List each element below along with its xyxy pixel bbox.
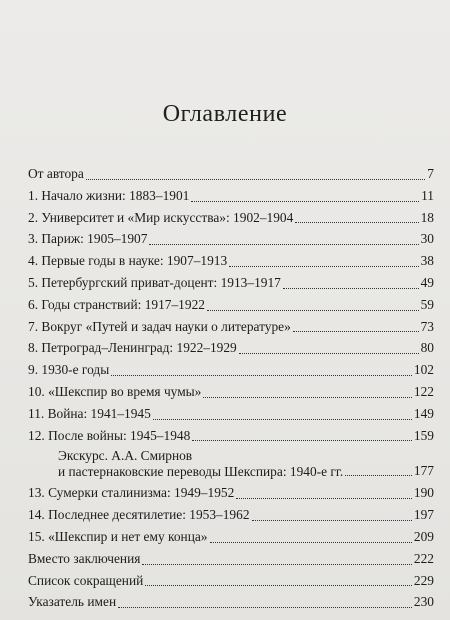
toc-entry-label: Список сокращений (28, 572, 144, 588)
toc-entry-label: От автора (28, 166, 84, 181)
toc-entry-name-index (28, 591, 434, 613)
toc-entry-excursus (28, 446, 434, 482)
dot-leader (293, 331, 419, 332)
dot-leader (236, 498, 412, 499)
toc-entry-5 (28, 272, 434, 294)
dot-leader (192, 440, 412, 441)
toc-entry-page: 209 (413, 528, 434, 544)
dot-leader (229, 266, 418, 267)
toc-entry-label: 2. Университет и «Мир искусства»: 1902–1904 (28, 209, 294, 225)
toc-entry-12 (28, 425, 434, 447)
toc-entry-label: Указатель имен (28, 594, 117, 610)
toc-entry-label: 11. Война: 1941–1945 (28, 405, 151, 421)
toc-entry-page: 229 (413, 572, 434, 588)
dot-leader (118, 607, 412, 608)
toc-entry-label: 3. Париж: 1905–1907 (28, 231, 148, 247)
toc-entry-10 (28, 381, 434, 403)
dot-leader (252, 520, 412, 521)
dot-leader (145, 585, 412, 586)
dot-leader (153, 419, 412, 420)
dot-leader (111, 375, 412, 376)
toc-entry-label: 5. Петербургский приват-доцент: 1913–1917 (28, 274, 281, 290)
dot-leader (295, 222, 418, 223)
toc-entry-page: 159 (413, 427, 434, 443)
toc-entry-label: Вместо заключения (28, 550, 141, 566)
toc-entry-9 (28, 359, 434, 381)
dot-leader (86, 179, 425, 180)
toc-entry-page: 49 (420, 274, 434, 290)
toc-entry-from-author (28, 163, 434, 185)
toc-entry-page: 197 (413, 507, 434, 523)
toc-entry-page: 73 (420, 318, 434, 334)
dot-leader (142, 564, 411, 565)
table-of-contents (28, 163, 434, 613)
toc-entry-page: 190 (413, 485, 434, 501)
toc-entry-6 (28, 294, 434, 316)
toc-entry-conclusion (28, 548, 434, 570)
dot-leader (207, 310, 419, 311)
toc-entry-page: 222 (413, 550, 434, 566)
dot-leader (283, 288, 419, 289)
toc-entry-4 (28, 250, 434, 272)
dot-leader (203, 397, 412, 398)
dot-leader (239, 353, 419, 354)
toc-entry-page: 11 (421, 187, 434, 203)
toc-entry-page: 18 (420, 209, 434, 225)
toc-entry-label-line1: Экскурс. А.А. Смирнов (58, 448, 193, 464)
page-title: Оглавление (162, 101, 288, 127)
toc-entry-label: 7. Вокруг «Путей и задач науки о литературе» (28, 318, 291, 334)
toc-entry-label: 6. Годы странствий: 1917–1922 (28, 296, 205, 312)
dot-leader (345, 475, 412, 476)
toc-entry-13 (28, 482, 434, 504)
toc-entry-label (28, 448, 343, 482)
toc-entry-7 (28, 316, 434, 338)
toc-entry-label: 1. Начало жизни: 1883–1901 (28, 187, 190, 203)
dot-leader (191, 201, 419, 202)
toc-entry-label: 14. Последнее десятилетие: 1953–1962 (28, 507, 250, 523)
toc-entry-page: 149 (413, 405, 434, 421)
dot-leader (210, 542, 412, 543)
toc-entry-page: 122 (413, 383, 434, 399)
toc-entry-8 (28, 337, 434, 359)
toc-entry-11 (28, 403, 434, 425)
toc-entry-label: 10. «Шекспир во время чумы» (28, 383, 202, 399)
toc-entry-label: 4. Первые годы в науке: 1907–1913 (28, 253, 228, 269)
toc-entry-label: 15. «Шекспир и нет ему конца» (28, 528, 208, 544)
toc-entry-abbreviations (28, 570, 434, 592)
toc-entry-label: 8. Петроград–Ленинград: 1922–1929 (28, 340, 237, 356)
toc-entry-page: 80 (420, 340, 434, 356)
toc-entry-page: 102 (413, 362, 434, 378)
toc-entry-label: 9. 1930-е годы (28, 362, 110, 378)
toc-entry-page: 38 (420, 253, 434, 269)
toc-entry-page: 230 (413, 594, 434, 610)
toc-entry-page: 7 (427, 166, 434, 181)
toc-entry-label-line2: и пастернаковские переводы Шекспира: 1940-е гг. (58, 464, 344, 480)
toc-entry-1 (28, 185, 434, 207)
toc-entry-page: 177 (413, 463, 434, 479)
toc-entry-3 (28, 228, 434, 250)
toc-entry-label: 12. После войны: 1945–1948 (28, 427, 191, 443)
toc-entry-page: 59 (420, 296, 434, 312)
toc-entry-14 (28, 504, 434, 526)
toc-entry-label: 13. Сумерки сталинизма: 1949–1952 (28, 485, 235, 501)
toc-entry-15 (28, 526, 434, 548)
toc-entry-page: 30 (420, 231, 434, 247)
toc-entry-2 (28, 207, 434, 229)
dot-leader (149, 244, 418, 245)
